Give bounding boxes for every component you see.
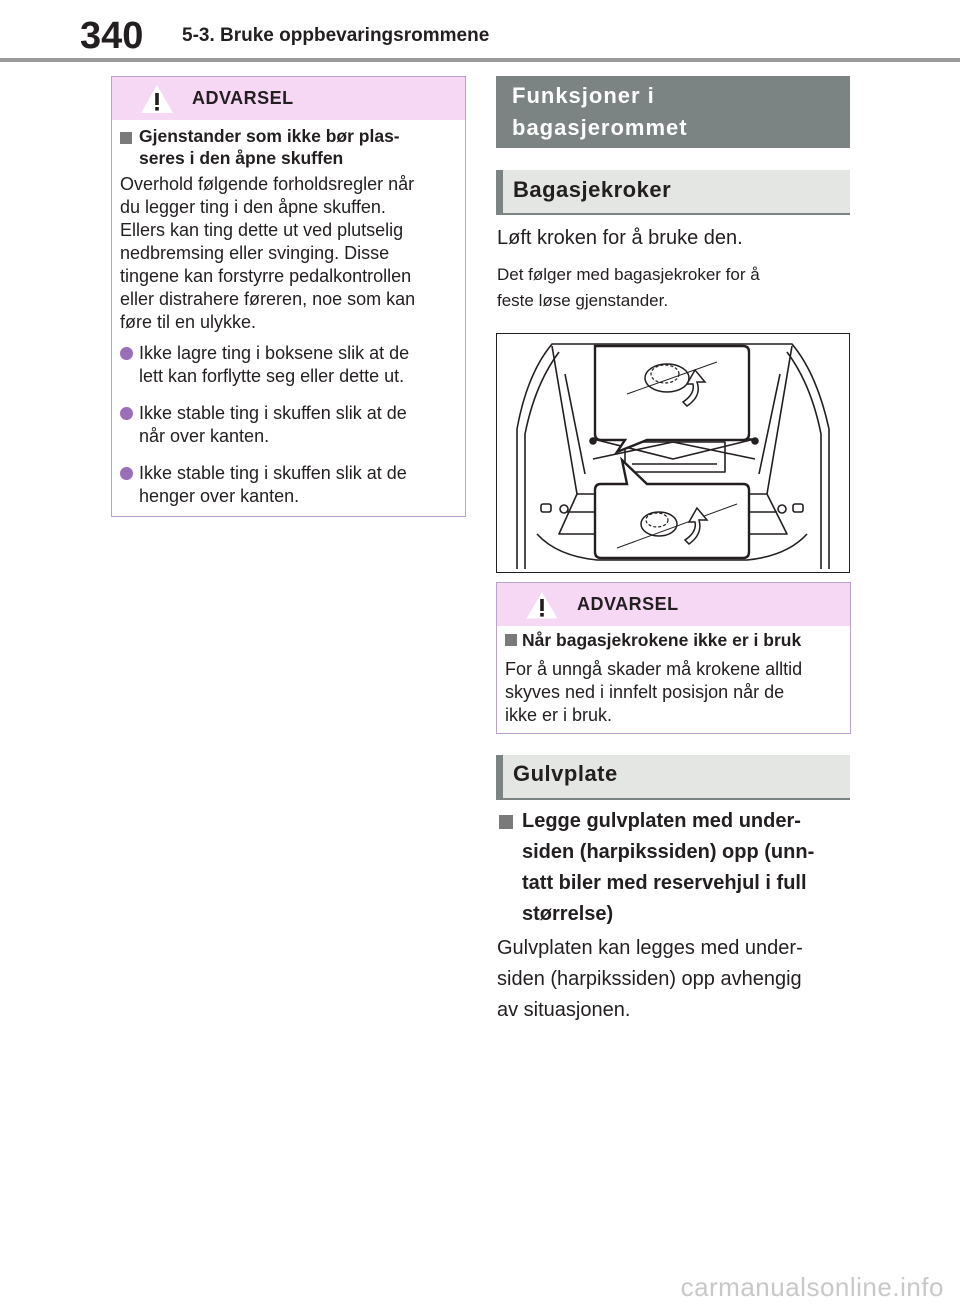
- warning-box-left: [111, 76, 466, 517]
- warning-bullet: [139, 462, 407, 508]
- subhead-square-icon: [120, 132, 132, 144]
- subsection-header-floor: [496, 755, 850, 800]
- warning-bullet: [139, 342, 409, 388]
- header-rule: [0, 58, 960, 62]
- hooks-instruction: Løft kroken for å bruke den.: [497, 227, 743, 249]
- section-header: [496, 76, 850, 148]
- floor-subhead: [522, 806, 814, 930]
- body-line: du legger ting i den åpne skuffen.: [120, 197, 386, 217]
- cargo-area-drawing: [497, 334, 848, 571]
- subsection-title: Gulvplate: [513, 761, 618, 786]
- warning-label: ADVARSEL: [192, 88, 294, 108]
- subhead-line: tatt biler med reservehjul i full: [522, 872, 807, 894]
- warning-subhead: Når bagasjekrokene ikke er i bruk: [522, 630, 802, 650]
- subsection-header-hooks: [496, 170, 850, 215]
- subhead-square-icon: [499, 815, 513, 829]
- warning-triangle-icon: [140, 84, 174, 114]
- subhead-line: størrelse): [522, 903, 614, 925]
- page-number: 340: [80, 15, 144, 57]
- warning-subhead: [139, 125, 400, 169]
- desc-line: feste løse gjenstander.: [497, 291, 669, 310]
- warning-header: [497, 583, 850, 626]
- warning-body: [505, 658, 802, 727]
- warning-subhead-line: Gjenstander som ikke bør plas-: [139, 126, 400, 146]
- bullet-icon: [120, 347, 133, 360]
- section-header-line: bagasjerommet: [512, 115, 688, 140]
- body-line: skyves ned i innfelt posisjon når de: [505, 682, 785, 702]
- section-title: 5-3. Bruke oppbevaringsrommene: [182, 25, 490, 46]
- desc-line: Det følger med bagasjekroker for å: [497, 265, 760, 284]
- subhead-square-icon: [505, 634, 517, 646]
- body-line: eller distrahere føreren, noe som kan: [120, 289, 416, 309]
- bullet-line: lett kan forflytte seg eller dette ut.: [139, 366, 405, 386]
- body-line: Ellers kan ting dette ut ved plutselig: [120, 220, 404, 240]
- warning-header: [112, 77, 465, 120]
- floor-body: [497, 933, 803, 1026]
- warning-triangle-icon: [525, 590, 559, 620]
- bullet-line: Ikke stable ting i skuffen slik at de: [139, 463, 407, 483]
- body-line: siden (harpikssiden) opp avhengig: [497, 968, 802, 990]
- warning-subhead-line: seres i den åpne skuffen: [139, 148, 344, 168]
- bullet-line: Ikke stable ting i skuffen slik at de: [139, 403, 407, 423]
- body-line: Overhold følgende forholdsregler når: [120, 174, 415, 194]
- bullet-line: Ikke lagre ting i boksene slik at de: [139, 343, 410, 363]
- hooks-description: [497, 262, 760, 314]
- warning-label: ADVARSEL: [577, 594, 679, 614]
- subsection-title: Bagasjekroker: [513, 177, 672, 202]
- subhead-line: Legge gulvplaten med under-: [522, 810, 801, 832]
- body-line: ikke er i bruk.: [505, 705, 613, 725]
- body-line: Gulvplaten kan legges med under-: [497, 937, 803, 959]
- section-header-line: Funksjoner i: [512, 83, 655, 108]
- body-line: tingene kan forstyrre pedalkontrollen: [120, 266, 412, 286]
- bullet-icon: [120, 407, 133, 420]
- bullet-icon: [120, 467, 133, 480]
- cargo-hooks-illustration: [496, 333, 850, 573]
- warning-box-right: [496, 582, 851, 734]
- body-line: av situasjonen.: [497, 999, 631, 1021]
- warning-bullet: [139, 402, 407, 448]
- warning-body: [120, 173, 415, 334]
- bullet-line: henger over kanten.: [139, 486, 300, 506]
- bullet-line: når over kanten.: [139, 426, 270, 446]
- body-line: For å unngå skader må krokene alltid: [505, 659, 803, 679]
- body-line: nedbremsing eller svinging. Disse: [120, 243, 390, 263]
- subhead-line: siden (harpikssiden) opp (unn-: [522, 841, 815, 863]
- watermark: carmanualsonline.info: [680, 1272, 944, 1302]
- body-line: føre til en ulykke.: [120, 312, 257, 332]
